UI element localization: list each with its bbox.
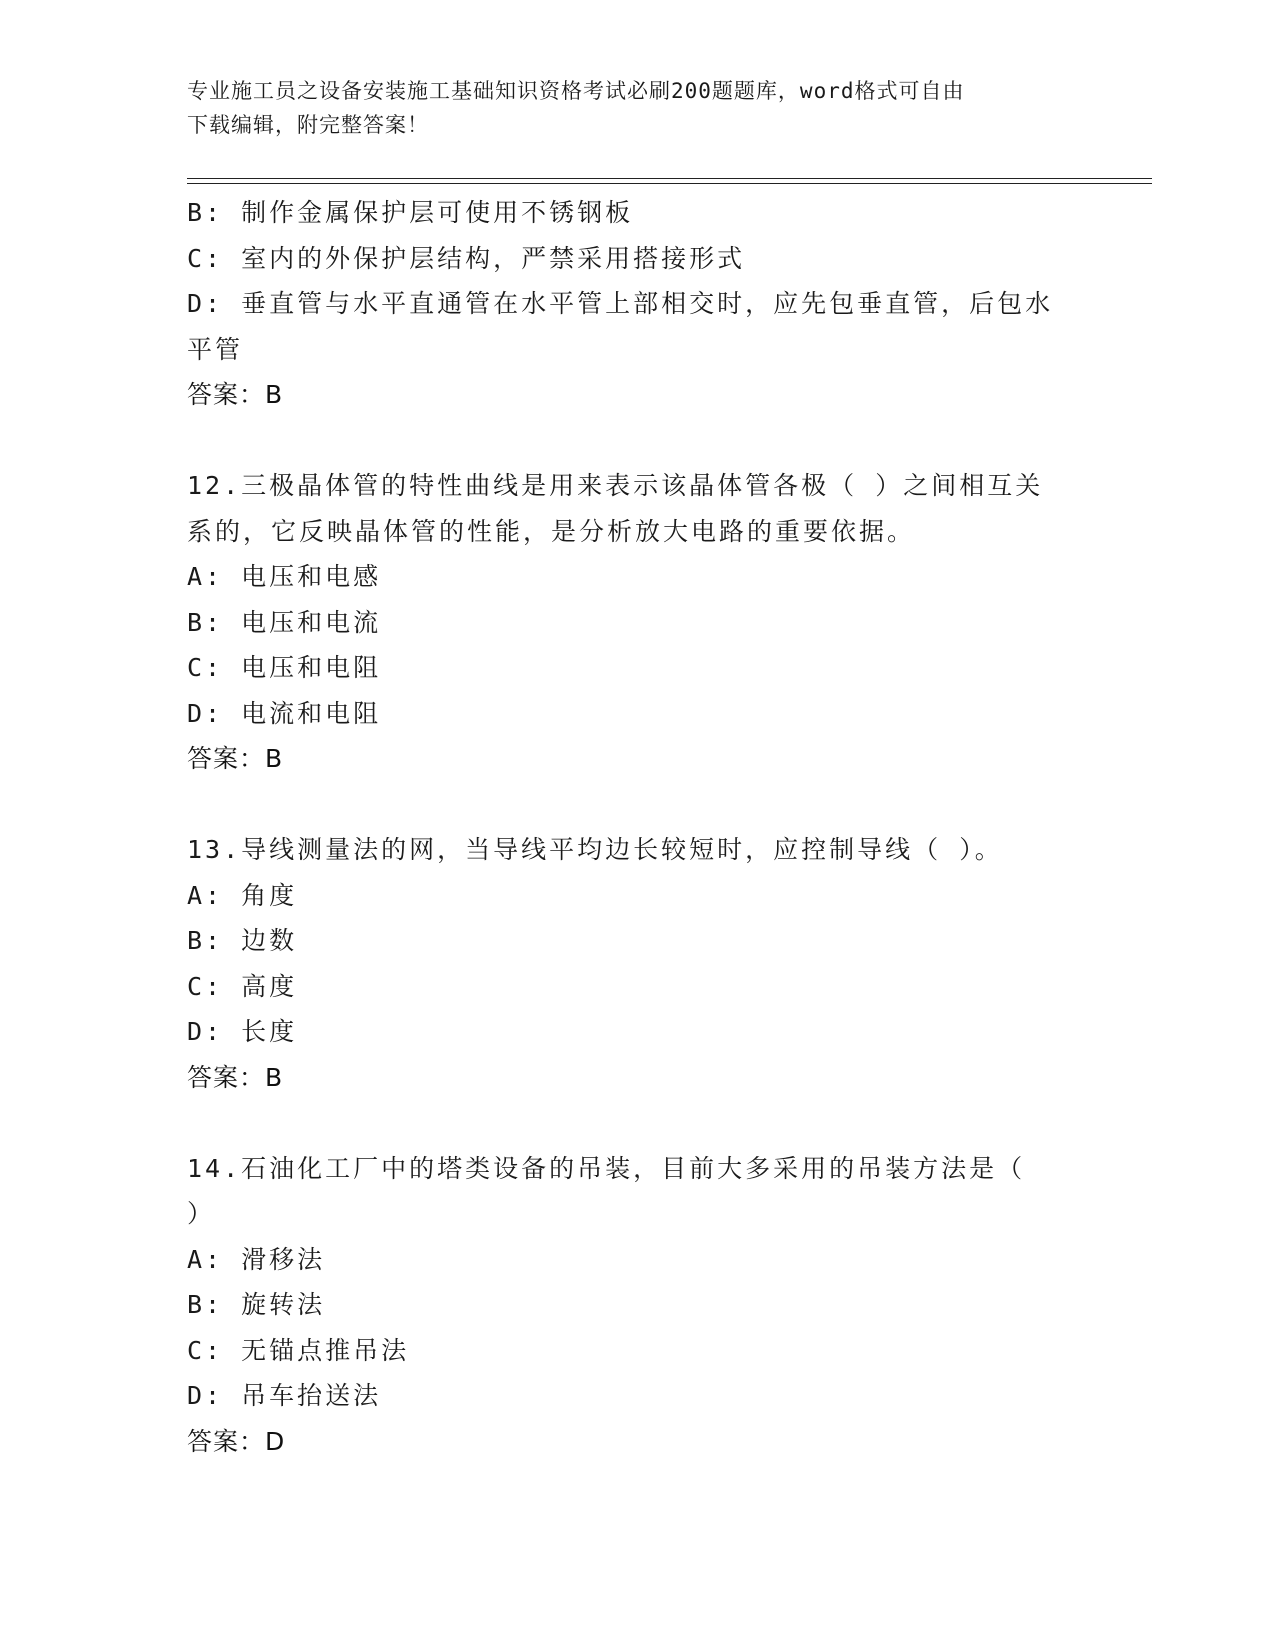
header-rule-top — [187, 178, 1152, 179]
option-c: C: 无锚点推吊法 — [187, 1335, 410, 1365]
option-a: A: 滑移法 — [187, 1244, 326, 1274]
question-stem: 12.三极晶体管的特性曲线是用来表示该晶体管各极（ ）之间相互关 — [187, 471, 1044, 500]
option-c: C: 室内的外保护层结构，严禁采用搭接形式 — [187, 243, 746, 273]
option-b: B: 电压和电流 — [187, 607, 382, 637]
answer: 答案：D — [187, 1426, 286, 1456]
spacer — [187, 1100, 1087, 1146]
option-d: D: 垂直管与水平直通管在水平管上部相交时，应先包垂直管，后包水 — [187, 289, 1054, 318]
option-b: B: 制作金属保护层可使用不锈钢板 — [187, 198, 634, 227]
option-c: C: 电压和电阻 — [187, 653, 382, 682]
spacer — [187, 782, 1087, 828]
header-line-1: 专业施工员之设备安装施工基础知识资格考试必刷200题题库，word格式可自由 — [187, 79, 965, 103]
option-b: B: 旋转法 — [187, 1290, 326, 1319]
option-d: D: 吊车抬送法 — [187, 1381, 382, 1410]
question-stem: 14.石油化工厂中的塔类设备的吊装，目前大多采用的吊装方法是（ — [187, 1153, 1026, 1183]
option-d: D: 长度 — [187, 1017, 298, 1046]
spacer — [187, 418, 1087, 464]
option-a: A: 角度 — [187, 880, 298, 910]
option-a: A: 电压和电感 — [187, 562, 382, 591]
question-12 — [187, 463, 1087, 782]
question-stem-continued: 系的，它反映晶体管的性能，是分析放大电路的重要依据。 — [187, 516, 916, 546]
document-header — [187, 74, 1087, 142]
answer: 答案：B — [187, 380, 284, 409]
option-b: B: 边数 — [187, 926, 298, 955]
option-c: C: 高度 — [187, 971, 298, 1001]
header-line-2: 下载编辑，附完整答案！ — [187, 113, 429, 137]
option-d-continued: 平管 — [187, 334, 244, 364]
question-stem-continued: ） — [187, 1199, 216, 1228]
question-stem: 13.导线测量法的网，当导线平均边长较短时，应控制导线（ ）。 — [187, 835, 1003, 864]
question-13 — [187, 827, 1087, 1100]
header-rule-bottom — [187, 183, 1152, 184]
question-14 — [187, 1146, 1087, 1465]
question-content — [187, 190, 1087, 1464]
answer: 答案：B — [187, 1062, 284, 1092]
question-11-continued — [187, 190, 1087, 418]
answer: 答案：B — [187, 744, 284, 773]
option-d: D: 电流和电阻 — [187, 698, 382, 728]
